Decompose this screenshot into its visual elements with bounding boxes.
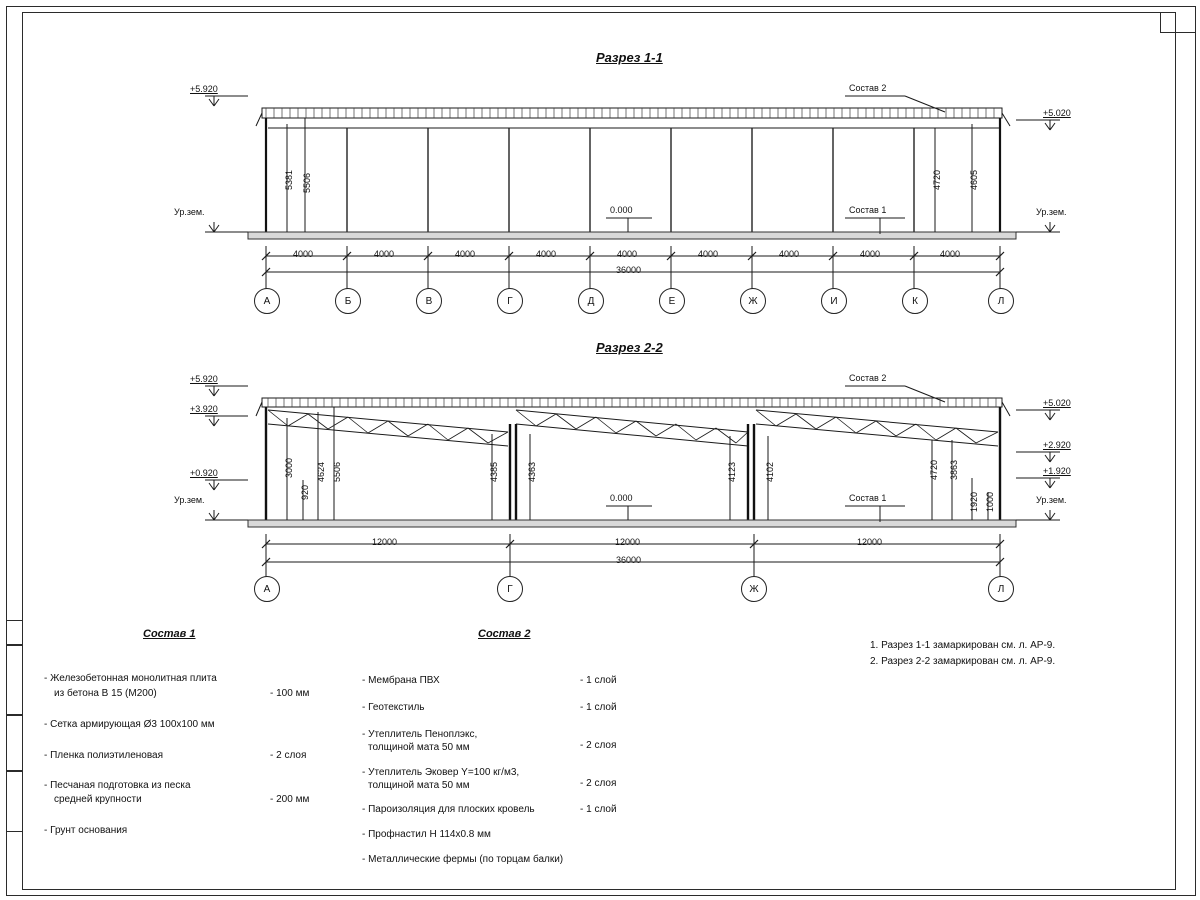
ground-label-right-2: Ур.зем. xyxy=(1036,495,1067,505)
vdim-right-2-0: 4720 xyxy=(929,459,939,480)
vdim-left-2-1: 920 xyxy=(300,484,310,500)
note-line-2: 2. Разрез 2-2 замаркирован см. л. АР-9. xyxy=(870,656,1056,667)
legend-2-item-2-value: - 2 слоя xyxy=(580,740,617,751)
legend-2-item-3-line1: - Утеплитель Эковер Y=100 кг/м3, xyxy=(362,767,520,778)
elev-top-right-1: +5.020 xyxy=(1043,108,1071,118)
elev-zero-2: 0.000 xyxy=(610,493,633,503)
total-dim-2: 36000 xyxy=(616,555,642,565)
bay-dim-1-7: 4000 xyxy=(860,249,881,259)
axis-bubble-2-l[interactable]: Л xyxy=(988,576,1014,602)
bay-dim-1-3: 4000 xyxy=(536,249,557,259)
axis-bubble-2-zh[interactable]: Ж xyxy=(741,576,767,602)
axis-bubble-1-g[interactable]: Г xyxy=(497,288,523,314)
axis-bubble-1-k[interactable]: К xyxy=(902,288,928,314)
elev-3-2: +0.920 xyxy=(190,468,218,478)
axis-bubble-1-d[interactable]: Д xyxy=(578,288,604,314)
legend-2-item-5-line1: - Профнастил Н 114х0.8 мм xyxy=(362,829,491,840)
bay-dim-2-1: 12000 xyxy=(615,537,641,547)
section-2-title: Разрез 2-2 xyxy=(596,340,663,355)
elev-2-2: +3.920 xyxy=(190,404,218,414)
legend-2-item-3-value: - 2 слоя xyxy=(580,778,617,789)
vdim-mid-2-3: 4102 xyxy=(765,461,775,482)
axis-bubble-2-a[interactable]: А xyxy=(254,576,280,602)
legend-2-item-4-value: - 1 слой xyxy=(580,804,617,815)
vdim-mid-2-0: 4385 xyxy=(489,461,499,482)
vdim-left-2-0: 3000 xyxy=(284,457,294,478)
legend-2-item-2-line1: - Утеплитель Пеноплэкс, xyxy=(362,729,478,740)
ground-label-left-2: Ур.зем. xyxy=(174,495,205,505)
elev-top-right-2: +5.020 xyxy=(1043,398,1071,408)
bay-dim-1-5: 4000 xyxy=(698,249,719,259)
legend-2-item-6-line1: - Металлические фермы (по торцам балки) xyxy=(362,854,564,865)
bay-dim-1-0: 4000 xyxy=(293,249,314,259)
legend-1-item-4-line1: - Грунт основания xyxy=(44,825,128,836)
bay-dim-1-8: 4000 xyxy=(940,249,961,259)
elev-zero-1: 0.000 xyxy=(610,205,633,215)
section-1-title: Разрез 1-1 xyxy=(596,50,663,65)
legend-2-item-4-line1: - Пароизоляция для плоских кровель xyxy=(362,804,535,815)
elev-r3-2: +1.920 xyxy=(1043,466,1071,476)
legend-1-item-0-line1: - Железобетонная монолитная плита xyxy=(44,673,217,684)
ground-label-left-1: Ур.зем. xyxy=(174,207,205,217)
vdim-right-1-1: 4605 xyxy=(969,169,979,190)
legend-2-item-0-line1: - Мембрана ПВХ xyxy=(362,675,440,686)
elev-top-left-2: +5.920 xyxy=(190,374,218,384)
callout-sostav2-1: Состав 2 xyxy=(849,83,887,93)
axis-bubble-1-b[interactable]: Б xyxy=(335,288,361,314)
vdim-left-1-0: 5381 xyxy=(284,169,294,190)
vdim-right-2-3: 1000 xyxy=(985,491,995,512)
vdim-right-1-0: 4720 xyxy=(932,169,942,190)
legend-1-item-3-line1: - Песчаная подготовка из песка xyxy=(44,780,191,791)
axis-bubble-1-v[interactable]: В xyxy=(416,288,442,314)
vdim-right-2-1: 3863 xyxy=(949,459,959,480)
legend-1-item-2-value: - 2 слоя xyxy=(270,750,307,761)
vdim-left-2-2: 4624 xyxy=(316,461,326,482)
legend-1-item-3-value: - 200 мм xyxy=(270,794,310,805)
bay-dim-2-0: 12000 xyxy=(372,537,398,547)
total-dim-1: 36000 xyxy=(616,265,642,275)
legend-1-item-0-value: - 100 мм xyxy=(270,688,310,699)
axis-bubble-1-l[interactable]: Л xyxy=(988,288,1014,314)
axis-bubble-1-a[interactable]: А xyxy=(254,288,280,314)
legend-2-title: Состав 2 xyxy=(478,628,531,640)
elev-r2-2: +2.920 xyxy=(1043,440,1071,450)
axis-bubble-2-g[interactable]: Г xyxy=(497,576,523,602)
bay-dim-1-1: 4000 xyxy=(374,249,395,259)
bay-dim-1-6: 4000 xyxy=(779,249,800,259)
legend-1-title: Состав 1 xyxy=(143,628,196,640)
axis-bubble-1-zh[interactable]: Ж xyxy=(740,288,766,314)
axis-bubble-1-e[interactable]: Е xyxy=(659,288,685,314)
note-line-1: 1. Разрез 1-1 замаркирован см. л. АР-9. xyxy=(870,640,1056,651)
vdim-mid-2-1: 4363 xyxy=(527,461,537,482)
legend-1-item-3-line2: средней крупности xyxy=(54,794,142,805)
bay-dim-1-2: 4000 xyxy=(455,249,476,259)
elev-top-left-1: +5.920 xyxy=(190,84,218,94)
legend-2-item-2-line2: толщиной мата 50 мм xyxy=(368,742,470,753)
legend-2-item-1-value: - 1 слой xyxy=(580,702,617,713)
legend-2-item-0-value: - 1 слой xyxy=(580,675,617,686)
callout-sostav1-1: Состав 1 xyxy=(849,205,887,215)
vdim-mid-2-2: 4123 xyxy=(727,461,737,482)
legend-1-item-2-line1: - Пленка полиэтиленовая xyxy=(44,750,164,761)
bay-dim-2-2: 12000 xyxy=(857,537,883,547)
legend-1-item-0-line2: из бетона В 15 (М200) xyxy=(54,688,157,699)
callout-sostav2-2: Состав 2 xyxy=(849,373,887,383)
legend-2-item-1-line1: - Геотекстиль xyxy=(362,702,425,713)
vdim-right-2-2: 1920 xyxy=(969,491,979,512)
axis-bubble-1-i[interactable]: И xyxy=(821,288,847,314)
legend-1-item-1-line1: - Сетка армирующая Ø3 100х100 мм xyxy=(44,719,215,730)
callout-sostav1-2: Состав 1 xyxy=(849,493,887,503)
ground-label-right-1: Ур.зем. xyxy=(1036,207,1067,217)
legend-2-item-3-line2: толщиной мата 50 мм xyxy=(368,780,470,791)
vdim-left-2-3: 5506 xyxy=(332,461,342,482)
bay-dim-1-4: 4000 xyxy=(617,249,638,259)
vdim-left-1-1: 5506 xyxy=(302,172,312,193)
